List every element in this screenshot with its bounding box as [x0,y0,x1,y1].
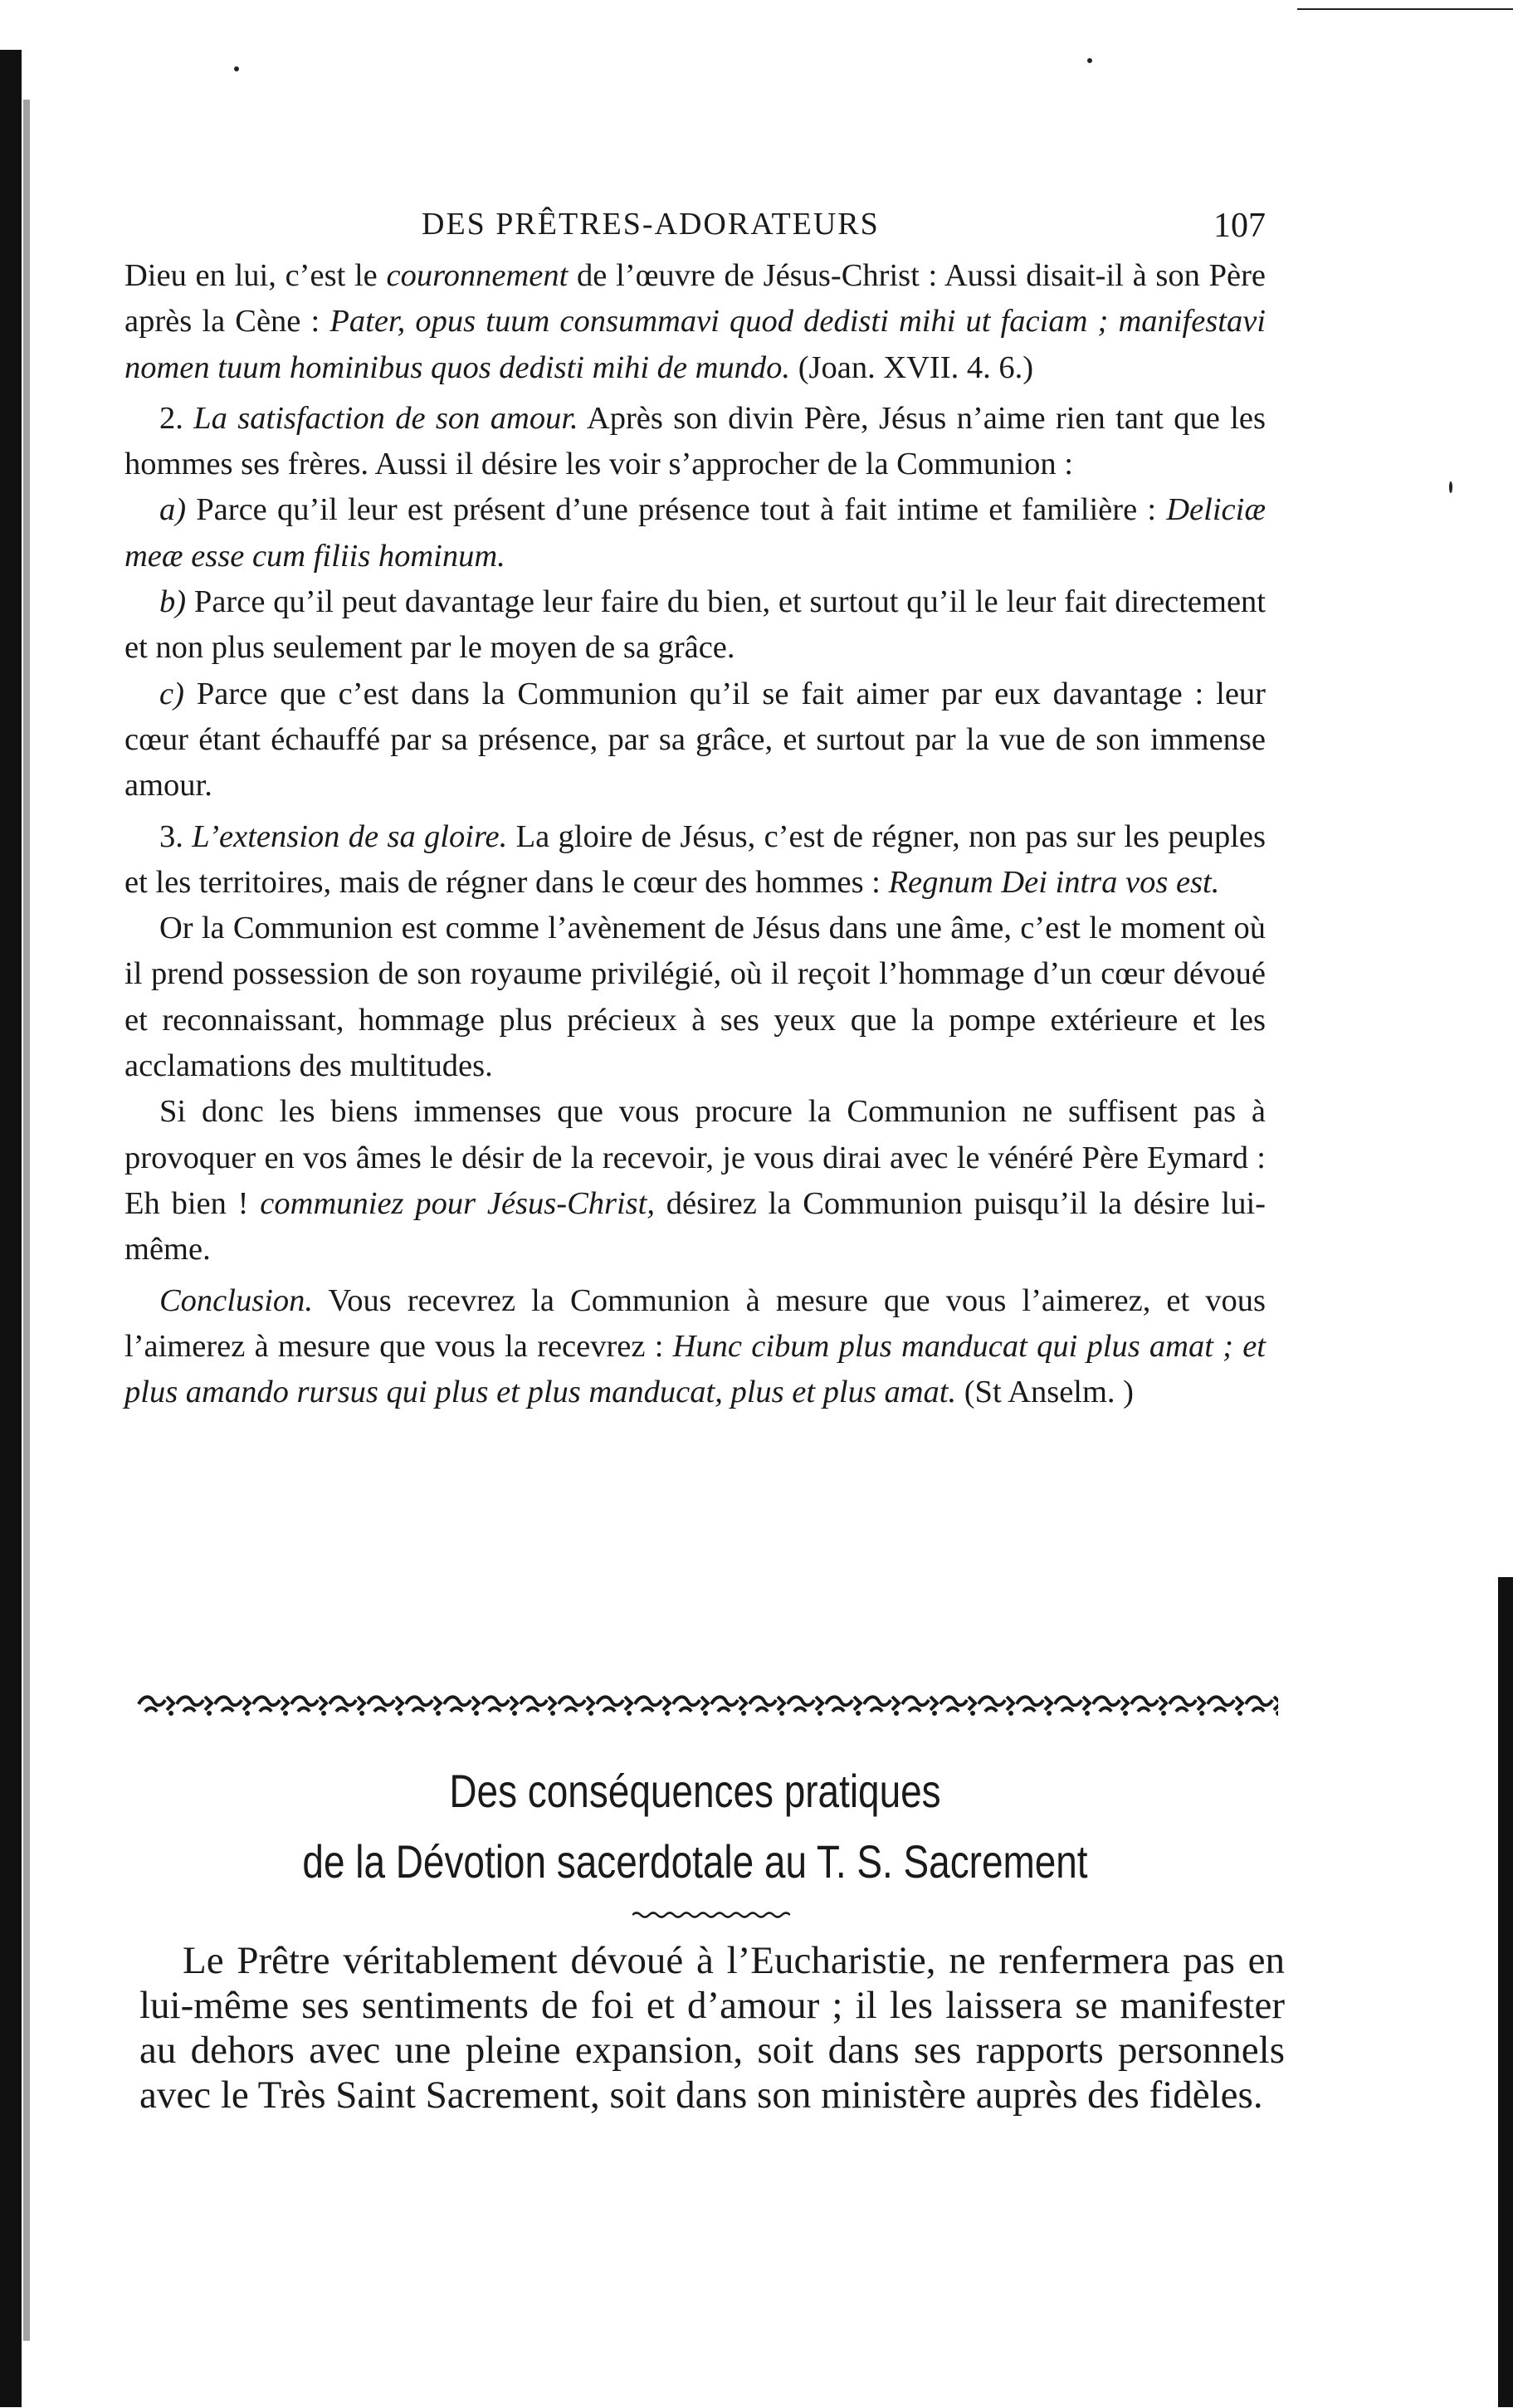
print-speck [1087,58,1092,63]
decorative-rule-icon [632,1911,790,1919]
italic-run: couronnement [386,258,569,293]
binding-shadow-left [0,50,22,2407]
citation: (St Anselm. ) [956,1375,1135,1410]
paragraph-b [124,579,1266,672]
text-run: Parce qu’il leur est présent d’une présence tout à fait intime et familière : [186,492,1167,528]
top-corner-rule [1297,8,1513,10]
text-run: Dieu en lui, c’est le [124,258,387,293]
item-number: 3. [159,818,193,854]
item-number: 2. [159,400,194,436]
section-title-line-1: Des conséquences pratiques [449,1765,941,1817]
text-run: La gloire de Jésus, c’est de régner, non pas sur les peuples et les territoires, mais de régner dans le cœur des hommes : [124,818,1266,900]
page-number: 107 [1213,207,1266,245]
text-run: Or la Communion est comme l’avènement de Jésus dans une âme, c’est le moment où il prend possession de son royaume privilégié, où il reçoit l’hommage d’un cœur dévoué et reconnaissant, hommage plus précieux à ses yeux que la pompe extérieure et les acclamations des multitudes. [124,911,1266,1084]
conclusion-label: Conclusion. [159,1282,314,1318]
text-run: Parce que c’est dans la Communion qu’il se fait aimer par eux davantage : leur cœur étant échauffé par sa présence, par sa grâce, et surtout par la vue de son immense amour. [124,676,1266,803]
text-run: Vous recevrez la Communion à mesure que vous l’aimerez, et vous l’aimerez à mesure que vous la recevrez : [124,1282,1266,1364]
paragraph-a [124,487,1266,579]
page-header [124,206,1266,256]
print-speck [234,66,239,71]
paragraph-2 [124,396,1266,488]
paragraph-c [124,672,1266,809]
binding-shadow-right [1498,1577,1513,2407]
latin-quote: Deliciæ meæ esse cum filiis hominum. [124,492,1266,574]
paragraph-1 [124,253,1266,391]
latin-quote: Hunc cibum plus manducat qui plus amat ; et plus amando rursus qui plus et plus manducat, plus et plus amat. [124,1328,1266,1410]
sub-item-letter: a) [159,492,187,528]
citation: (Joan. XVII. 4. 6.) [790,349,1034,385]
latin-quote: Pater, opus tuum consummavi quod dedisti mihi ut faciam ; manifestavi nomen tuum hominibus quos dedisti mihi de mundo. [124,304,1266,385]
text-run: désirez la Communion puisqu’il la désire lui-même. [124,1185,1267,1267]
text-run: Après son divin Père, Jésus n’aime rien tant que les hommes ses frères. Aussi il désire les voir s’approcher de la Communion : [124,400,1266,482]
ornament-band-icon [137,1692,1278,1717]
item-heading: L’extension de sa gloire. [192,818,508,854]
running-head: DES PRÊTRES-ADORATEURS [422,207,880,242]
text-run: Si donc les biens immenses que vous procure la Communion ne suffisent pas à provoquer en vos âmes le désir de la recevoir, je vous dirai avec le vénéré Père Eymard : Eh bien ! [124,1094,1266,1221]
print-speck [1449,481,1452,493]
latin-quote: Regnum Dei intra vos est. [888,864,1220,900]
section-intro: Le Prêtre véritablement dévoué à l’Eucharistie, ne renfermera pas en lui-même ses sentiments de foi et d’amour ; il les laissera se manifester au dehors avec une pleine expansion, soit dans ses rapports personnels avec le Très Saint Sacrement, soit dans son ministère auprès des fidèles. [139,1939,1285,2117]
italic-run: communiez pour Jésus-Christ, [260,1185,655,1221]
text-run: de l’œuvre de Jésus-Christ : Aussi disait-il à son Père après la Cène : [124,258,1266,339]
paragraph-5 [124,1089,1266,1272]
item-heading: La satisfaction de son amour. [193,400,578,436]
paragraph-4 [124,906,1266,1089]
paragraph-3 [124,814,1266,906]
paragraph-conclusion [124,1278,1266,1416]
body-text [124,253,1266,1415]
text-run: Parce qu’il peut davantage leur faire du bien, et surtout qu’il le leur fait directement et non plus seulement par le moyen de sa grâce. [124,584,1266,666]
sub-item-letter: b) [159,584,187,620]
section-title-line-2: de la Dévotion sacerdotale au T. S. Sacrement [302,1835,1088,1888]
binding-shadow-inner [23,100,30,2341]
sub-item-letter: c) [159,676,184,711]
